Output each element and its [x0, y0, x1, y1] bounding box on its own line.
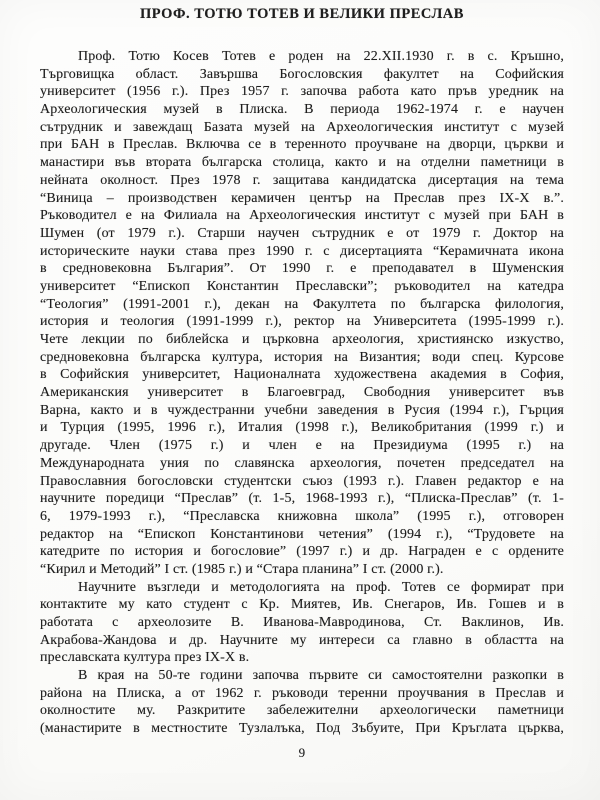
text-line: преславската култура през IX-X в. — [40, 650, 250, 666]
text-line: “Кирил и Методий” I ст. (1985 г.) и “Стара планина” I ст. (2000 г.). — [40, 561, 444, 577]
page-number: 9 — [298, 744, 306, 760]
text-line: В края на 50-те години започва първите си самостоятелни разкопки в — [78, 668, 564, 684]
text-line: Акрабова-Жандова и др. Научните му интереси са главно в областта на — [40, 632, 564, 648]
text-line: нейната околност. През 1978 г. защитава кандидатска дисертация на тема — [40, 172, 564, 188]
paragraph — [40, 48, 564, 579]
page-title: ПРОФ. ТОТЮ ТОТЕВ И ВЕЛИКИ ПРЕСЛАВ — [140, 6, 464, 22]
paragraph — [40, 667, 564, 738]
text-line: Научните възгледи и методологията на проф. Тотев се формират при — [78, 579, 564, 595]
text-line: катедрите по история и богословие” (1997 г.) и др. Награден е с ордените — [40, 544, 564, 560]
text-line: (манастирите в местностите Тузлалъка, Под Зъбуите, При Кръглата църква, — [40, 721, 564, 737]
text-line: “Виница – производствен керамичен център на Преслав през IX-X в.”. — [40, 190, 564, 206]
text-line: университет “Епископ Константин Преславски”; ръководител на катедра — [40, 278, 564, 294]
text-line: манастири във втората българска столица, както и на отделни паметници в — [40, 155, 564, 171]
text-line: Търговищка област. Завършва Богословския факултет на Софийския — [40, 66, 564, 82]
text-line: средновековна българска култура, история на Византия; води спец. Курсове — [40, 349, 564, 365]
paragraph — [40, 579, 564, 667]
text-line: научните поредици “Преслав” (т. 1-5, 1968-1993 г.), “Плиска-Преслав” (т. 1- — [40, 491, 564, 507]
text-line: другаде. Член (1975 г.) и член е на Президиума (1995 г.) на — [40, 438, 564, 454]
text-line: Шумен (от 1979 г.). Старши научен сътрудник е от 1979 г. Доктор на — [40, 225, 564, 241]
text-line: Ръководител е на Филиала на Археологическия институт с музей при БАН в — [40, 208, 564, 224]
text-line: Американския университет в Благоевград, Свободния университет във — [40, 385, 564, 401]
text-line: района на Плиска, а от 1962 г. ръководи теренни проучвания в Преслав и — [40, 685, 564, 701]
text-line: работата с археолозите В. Иванова-Мавродинова, Ст. Ваклинов, Ив. — [40, 615, 564, 630]
text-line: Археологическия музей в Плиска. В периода 1962-1974 г. е научен — [40, 102, 564, 118]
text-line: контактите му като студент с Кр. Миятев, Ив. Снегаров, Ив. Гошев и в — [40, 597, 564, 613]
text-line: в Софийския университет, Националната художествена академия в София, — [40, 367, 564, 383]
text-line: Проф. Тотю Косев Тотев е роден на 22.XII.1930 г. в с. Кръшно, — [78, 49, 564, 64]
text-line: при БАН в Преслав. Включва се в теренното проучване на дворци, църкви и — [40, 137, 564, 153]
text-line: Варна, както и в чуждестранни учебни заведения в Русия (1994 г.), Гърция — [40, 402, 564, 418]
text-line: редактор на “Епископ Константинови четения” (1994 г.), “Трудовете на — [40, 526, 564, 542]
text-line: университет (1956 г.). През 1957 г. започва работа като пръв уредник на — [40, 84, 564, 100]
text-line: и Турция (1995, 1996 г.), Италия (1998 г.), Великобритания (1999 г.) и — [40, 420, 564, 436]
text-line: история и теология (1991-1999 г.), ректор на Университета (1995-1999 г.). — [40, 314, 564, 330]
text-line: “Теология” (1991-2001 г.), декан на Факултета по българска филология, — [40, 296, 564, 312]
text-line: Православния богословски студентски съюз (1993 г.). Главен редактор е на — [40, 473, 564, 489]
text-line: в средновековна България”. От 1990 г. е преподавател в Шуменския — [40, 261, 564, 277]
text-line: Чете лекции по библейска и църковна археология, християнско изкуство, — [40, 332, 564, 347]
text-line: 6, 1979-1993 г.), “Преславска книжовна школа” (1995 г.), отговорен — [40, 508, 564, 524]
text-line: Международната уния по славянска археология, почетен председател на — [40, 455, 564, 471]
text-line: сътрудник и завеждащ Базата музей на Археологическия институт с музей — [40, 119, 564, 135]
text-line: околностите му. Разкритите забележителни археологически паметници — [40, 703, 564, 719]
paragraphs — [40, 48, 564, 738]
text-line: историческите науки става през 1990 г. с дисертацията “Керамичната икона — [40, 243, 564, 259]
